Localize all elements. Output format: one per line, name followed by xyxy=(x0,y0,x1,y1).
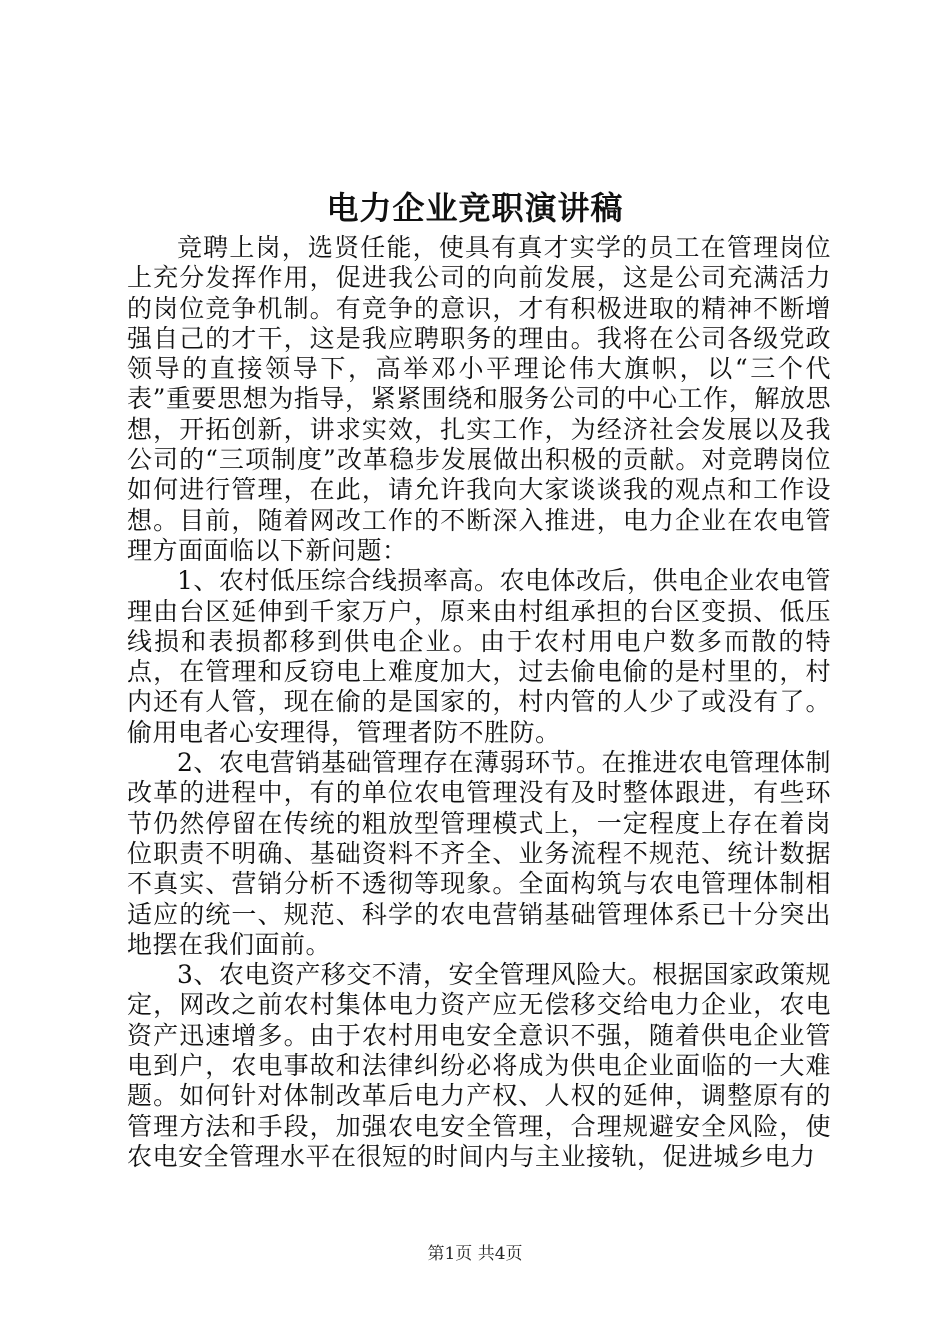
document-title: 电力企业竞职演讲稿 xyxy=(326,189,624,227)
document-body xyxy=(127,233,831,1172)
page-number-footer: 第1页 共4页 xyxy=(427,1244,523,1264)
paragraph-intro: 竞聘上岗，选贤任能，使具有真才实学的员工在管理岗位上充分发挥作用，促进我公司的向前发展，这是公司充满活力的岗位竞争机制。有竞争的意识，才有积极进取的精神不断增强自己的才干，这是我应聘职务的理由。我将在公司各级党政领导的直接领导下，高举邓小平理论伟大旗帜，以“三个代表”重要思想为指导，紧紧围绕和服务公司的中心工作，解放思想，开拓创新，讲求实效，扎实工作，为经济社会发展以及我公司的“三项制度”改革稳步发展做出积极的贡献。对竞聘岗位如何进行管理，在此，请允许我向大家谈谈我的观点和工作设想。目前，随着网改工作的不断深入推进，电力企业在农电管理方面面临以下新问题： xyxy=(127,233,831,565)
paragraph-item-1: 1、农村低压综合线损率高。农电体改后，供电企业农电管理由台区延伸到千家万户，原来由村组承担的台区变损、低压线损和表损都移到供电企业。由于农村用电户数多而散的特点，在管理和反窃电上难度加大，过去偷电偷的是村里的，村内还有人管，现在偷的是国家的，村内管的人少了或没有了。偷用电者心安理得，管理者防不胜防。 xyxy=(127,566,831,747)
paragraph-item-3: 3、农电资产移交不清，安全管理风险大。根据国家政策规定，网改之前农村集体电力资产应无偿移交给电力企业，农电资产迅速增多。由于农村用电安全意识不强，随着供电企业管电到户，农电事故和法律纠纷必将成为供电企业面临的一大难题。如何针对体制改革后电力产权、人权的延伸，调整原有的管理方法和手段，加强农电安全管理，合理规避安全风险，使农电安全管理水平在很短的时间内与主业接轨，促进城乡电力 xyxy=(127,960,831,1171)
paragraph-item-2: 2、农电营销基础管理存在薄弱环节。在推进农电管理体制改革的进程中，有的单位农电管理没有及时整体跟进，有些环节仍然停留在传统的粗放型管理模式上，一定程度上存在着岗位职责不明确、基础资料不齐全、业务流程不规范、统计数据不真实、营销分析不透彻等现象。全面构筑与农电管理体制相适应的统一、规范、科学的农电营销基础管理体系已十分突出地摆在我们面前。 xyxy=(127,748,831,959)
